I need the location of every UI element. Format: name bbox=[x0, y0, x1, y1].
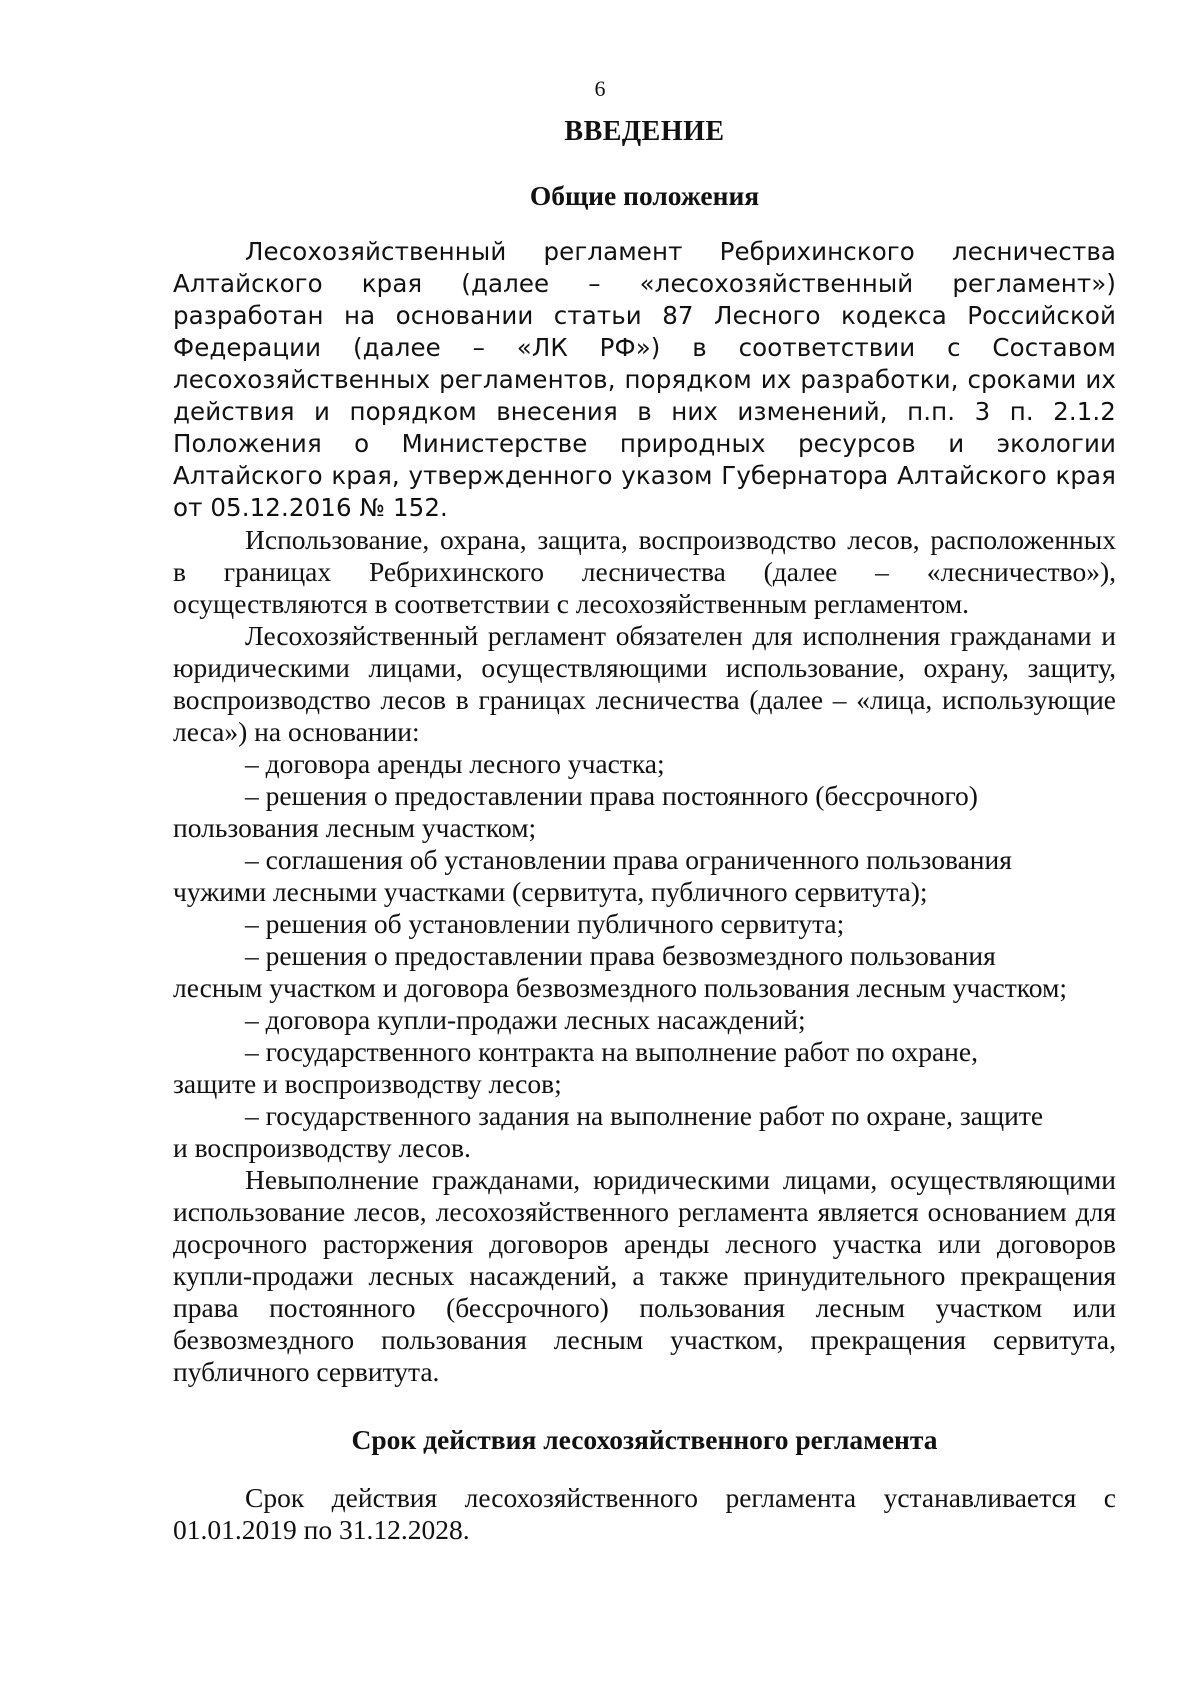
list-item-text: – соглашения об установлении права ограниченного пользования bbox=[245, 844, 1012, 875]
list-item-continuation: защите и воспроизводству лесов; bbox=[173, 1068, 562, 1099]
page-number: 6 bbox=[594, 76, 606, 101]
list-item-text: – решения об установлении публичного сервитута; bbox=[245, 908, 845, 939]
list-item bbox=[173, 908, 1116, 940]
list-item bbox=[173, 940, 1116, 1004]
list-item-continuation: лесным участком и договора безвозмездного пользования лесным участком; bbox=[173, 972, 1068, 1003]
document-heading: ВВЕДЕНИЕ bbox=[564, 116, 725, 147]
paragraph-forest-usage: Использование, охрана, защита, воспроизводство лесов, расположенных в границах Ребрихинского лесничества (далее – «лесничество»), осуществляются в соответствии с лесохозяйственным регламентом. bbox=[173, 524, 1116, 619]
list-item bbox=[173, 1036, 1116, 1100]
document-body bbox=[173, 112, 1116, 1546]
paragraph-regulation-basis: Лесохозяйственный регламент Ребрихинского лесничества Алтайского края (далее – «лесохозяйственный регламент») разработан на основании статьи 87 Лесного кодекса Российской Федерации (далее – «ЛК РФ») в соответствии с Составом лесохозяйственных регламентов, порядком их разработки, сроками их действия и порядком внесения в них изменений, п.п. 3 п. 2.1.2 Положения о Министерстве природных ресурсов и экологии Алтайского края, утвержденного указом Губернатора Алтайского края от 05.12.2016 № 152. bbox=[173, 237, 1116, 522]
paragraph-validity-period: Срок действия лесохозяйственного регламента устанавливается с 01.01.2019 по 31.12.2028. bbox=[173, 1482, 1116, 1545]
list-item bbox=[173, 1100, 1116, 1164]
list-item-text: – государственного задания на выполнение работ по охране, защите bbox=[245, 1100, 1044, 1131]
paragraph-non-compliance: Невыполнение гражданами, юридическими лицами, осуществляющими использование лесов, лесохозяйственного регламента является основанием для досрочного расторжения договоров аренды лесного участка или договоров купли-продажи лесных насаждений, а также принудительного прекращения права постоянного (бессрочного) пользования лесным участком или безвозмездного пользования лесным участком, прекращения сервитута, публичного сервитута. bbox=[173, 1164, 1116, 1387]
list-item bbox=[173, 844, 1116, 908]
list-item-continuation: и воспроизводству лесов. bbox=[173, 1132, 471, 1163]
list-item bbox=[173, 1004, 1116, 1036]
list-item-continuation: чужими лесными участками (сервитута, публичного сервитута); bbox=[173, 876, 928, 907]
list-item-continuation: пользования лесным участком; bbox=[173, 812, 537, 843]
list-item-text: – решения о предоставлении права безвозмездного пользования bbox=[245, 940, 996, 971]
list-item bbox=[173, 748, 1116, 780]
list-item bbox=[173, 780, 1116, 844]
list-item-text: – договора аренды лесного участка; bbox=[245, 748, 665, 779]
list-item-text: – договора купли-продажи лесных насаждений; bbox=[245, 1004, 806, 1035]
list-item-text: – государственного контракта на выполнение работ по охране, bbox=[245, 1036, 978, 1067]
section-title-validity: Срок действия лесохозяйственного регламента bbox=[351, 1424, 938, 1455]
list-item-text: – решения о предоставлении права постоянного (бессрочного) bbox=[245, 780, 978, 811]
paragraph-obligation: Лесохозяйственный регламент обязателен для исполнения гражданами и юридическими лицами, осуществляющими использование, охрану, защиту, воспроизводство лесов в границах лесничества (далее – «лица, использующие леса») на основании: bbox=[173, 620, 1116, 747]
section-title-general: Общие положения bbox=[529, 180, 760, 211]
